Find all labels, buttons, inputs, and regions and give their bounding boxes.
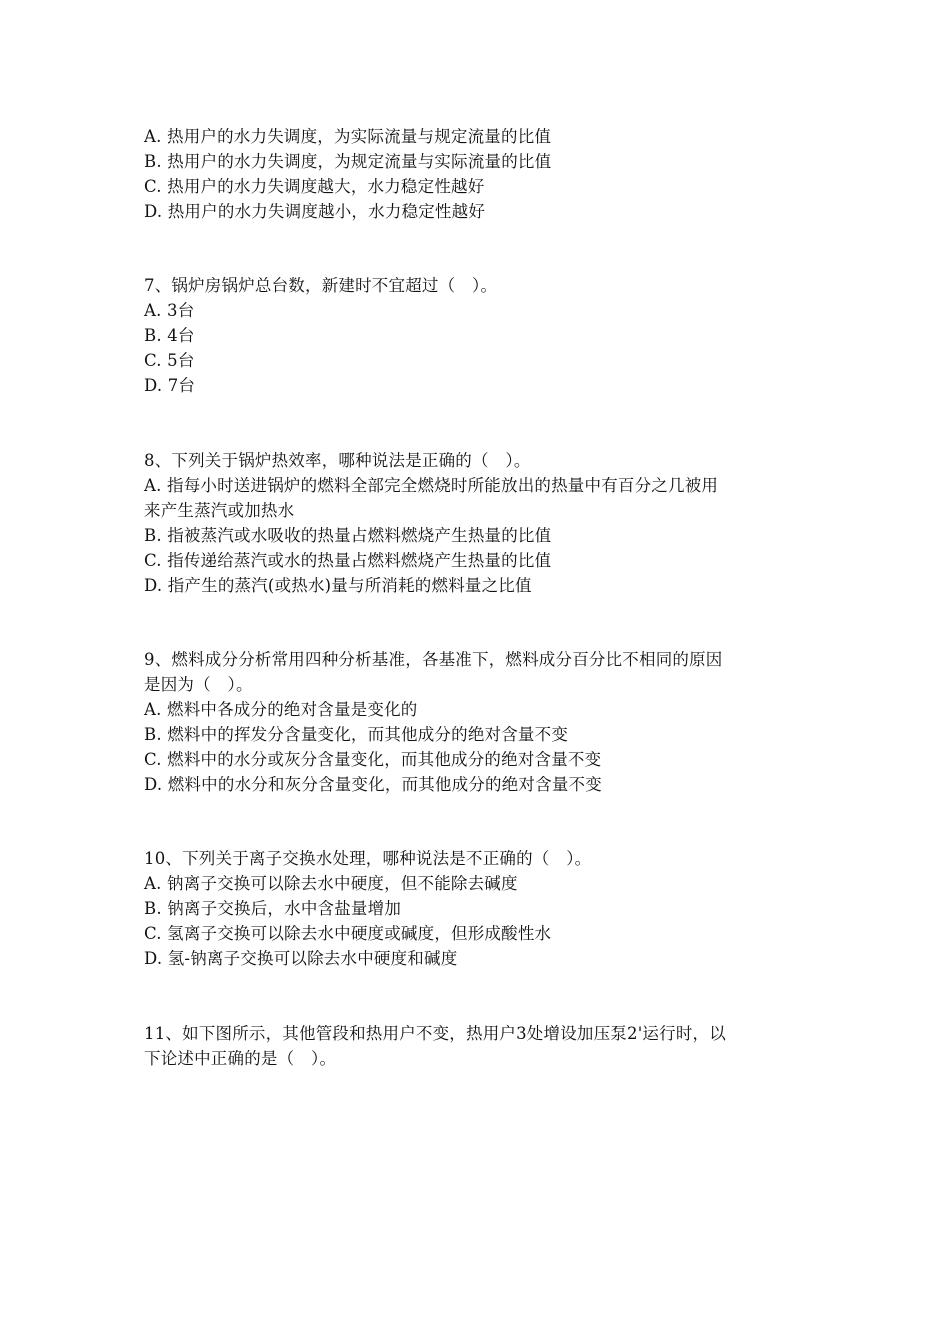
option-a-line-2: 来产生蒸汽或加热水 bbox=[144, 501, 295, 520]
option-c: C. 5台 bbox=[144, 351, 195, 370]
option-b: B. 钠离子交换后，水中含盐量增加 bbox=[144, 899, 402, 918]
option-a-line-1: A. 指每小时送进锅炉的燃料全部完全燃烧时所能放出的热量中有百分之几被用 bbox=[144, 476, 719, 495]
option-b: B. 热用户的水力失调度，为规定流量与实际流量的比值 bbox=[144, 152, 552, 171]
question-stem-line-2: 下论述中正确的是（ ）。 bbox=[144, 1049, 337, 1068]
option-c: C. 燃料中的水分或灰分含量变化，而其他成分的绝对含量不变 bbox=[144, 750, 602, 769]
question-11 bbox=[144, 1021, 814, 1071]
option-d: D. 燃料中的水分和灰分含量变化，而其他成分的绝对含量不变 bbox=[144, 775, 602, 794]
option-d: D. 7台 bbox=[144, 376, 196, 395]
option-d: D. 指产生的蒸汽(或热水)量与所消耗的燃料量之比值 bbox=[144, 576, 532, 595]
option-b: B. 指被蒸汽或水吸收的热量占燃料燃烧产生热量的比值 bbox=[144, 526, 552, 545]
option-d: D. 热用户的水力失调度越小，水力稳定性越好 bbox=[144, 202, 486, 221]
option-b: B. 4台 bbox=[144, 326, 195, 345]
option-d: D. 氢-钠离子交换可以除去水中硬度和碱度 bbox=[144, 949, 458, 968]
question-8 bbox=[144, 448, 814, 598]
question-stem: 10、下列关于离子交换水处理，哪种说法是不正确的（ ）。 bbox=[144, 849, 592, 868]
question-stem: 7、锅炉房锅炉总台数，新建时不宜超过（ ）。 bbox=[144, 276, 498, 295]
question-stem-line-1: 9、燃料成分分析常用四种分析基准，各基准下，燃料成分百分比不相同的原因 bbox=[144, 650, 723, 669]
option-c: C. 指传递给蒸汽或水的热量占燃料燃烧产生热量的比值 bbox=[144, 551, 552, 570]
question-stem: 8、下列关于锅炉热效率，哪种说法是正确的（ ）。 bbox=[144, 451, 531, 470]
option-a: A. 热用户的水力失调度，为实际流量与规定流量的比值 bbox=[144, 127, 552, 146]
option-c: C. 氢离子交换可以除去水中硬度或碱度，但形成酸性水 bbox=[144, 924, 552, 943]
question-stem-line-2: 是因为（ ）。 bbox=[144, 675, 253, 694]
option-a: A. 钠离子交换可以除去水中硬度，但不能除去碱度 bbox=[144, 874, 518, 893]
question-stem-line-1: 11、如下图所示，其他管段和热用户不变，热用户3处增设加压泵2'运行时，以 bbox=[144, 1024, 726, 1043]
option-a: A. 燃料中各成分的绝对含量是变化的 bbox=[144, 700, 418, 719]
option-b: B. 燃料中的挥发分含量变化，而其他成分的绝对含量不变 bbox=[144, 725, 569, 744]
option-c: C. 热用户的水力失调度越大，水力稳定性越好 bbox=[144, 177, 485, 196]
question-9 bbox=[144, 647, 814, 797]
question-6-options bbox=[144, 124, 814, 224]
question-10 bbox=[144, 846, 814, 971]
option-a: A. 3台 bbox=[144, 301, 195, 320]
question-7 bbox=[144, 273, 814, 398]
